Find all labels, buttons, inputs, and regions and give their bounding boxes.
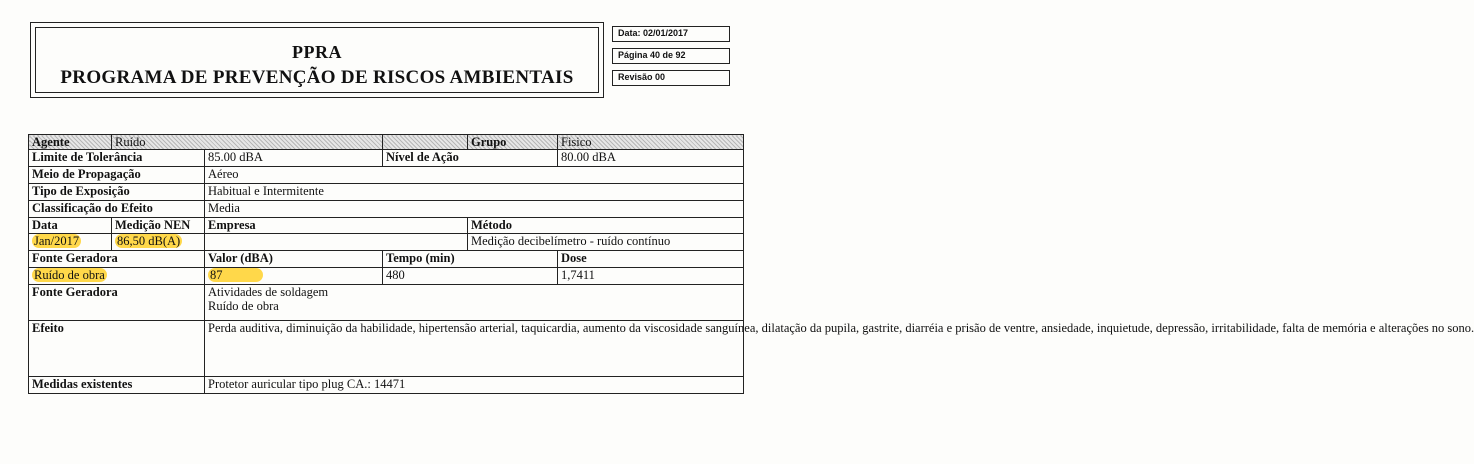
group-label: Grupo: [468, 135, 558, 150]
source2-label: Fonte Geradora: [29, 285, 205, 321]
propagation-value: Aéreo: [205, 167, 744, 184]
header-title-frame: [35, 27, 599, 93]
nen-cell: [112, 234, 205, 251]
source-header-row: [29, 251, 744, 268]
measurement-value-row: [29, 234, 744, 251]
source-label: Fonte Geradora: [29, 251, 205, 268]
propagation-row: [29, 167, 744, 184]
time-label: Tempo (min): [383, 251, 558, 268]
dose-value: 1,7411: [558, 268, 744, 285]
company-value: [205, 234, 468, 251]
exposure-value: Habitual e Intermitente: [205, 184, 744, 201]
source-value: Ruído de obra: [34, 268, 105, 282]
measures-row: [29, 377, 744, 394]
nen-label: Medição NEN: [112, 218, 205, 234]
limit-row: [29, 150, 744, 167]
source-cell: [29, 268, 205, 285]
action-value: 80.00 dBA: [558, 150, 744, 167]
agent-row: [29, 135, 744, 150]
risk-assessment-table: [28, 134, 1474, 394]
effect-label: Efeito: [29, 321, 205, 377]
value-value: 87: [208, 268, 263, 282]
effect-row: [29, 321, 744, 377]
company-label: Empresa: [205, 218, 468, 234]
document-date: Data: 02/01/2017: [612, 26, 730, 42]
source-value-row: [29, 268, 744, 285]
measurement-header-row: [29, 218, 744, 234]
effect-class-value: Media: [205, 201, 744, 218]
source2-line1: Atividades de soldagem: [208, 285, 329, 299]
document-header: [30, 22, 604, 98]
page-number: Página 40 de 92: [612, 48, 730, 64]
exposure-label: Tipo de Exposição: [29, 184, 205, 201]
limit-value: 85.00 dBA: [205, 150, 383, 167]
date-label: Data: [29, 218, 112, 234]
measures-label: Medidas existentes: [29, 377, 205, 394]
value-cell: [205, 268, 383, 285]
exposure-row: [29, 184, 744, 201]
document-code: PPRA: [292, 42, 342, 62]
agent-value: Ruído: [112, 135, 383, 150]
time-value: 480: [383, 268, 558, 285]
source2-row: [29, 285, 744, 321]
limit-label: Limite de Tolerância: [29, 150, 205, 167]
measures-value: Protetor auricular tipo plug CA.: 14471: [205, 377, 744, 394]
revision-number: Revisão 00: [612, 70, 730, 86]
action-label: Nível de Ação: [383, 150, 558, 167]
agent-blank: [383, 135, 468, 150]
propagation-label: Meio de Propagação: [29, 167, 205, 184]
agent-label: Agente: [29, 135, 112, 150]
group-value: Fisico: [558, 135, 744, 150]
value-label: Valor (dBA): [205, 251, 383, 268]
effect-value: Perda auditiva, diminuição da habilidade, hipertensão arterial, taquicardia, aumento da viscosidade sanguínea, dilatação da pupila, gastrite, diarréia e prisão de ventre, ansiedade, inquietude, depressão, irritabilidade, falta de memória e alterações no sono.: [205, 321, 744, 377]
method-label: Método: [468, 218, 744, 234]
source2-line2: Ruído de obra: [208, 299, 279, 313]
nen-value: 86,50 dB(A): [117, 234, 181, 248]
date-value: Jan/2017: [34, 234, 80, 248]
effect-class-row: [29, 201, 744, 218]
effect-class-label: Classificação do Efeito: [29, 201, 205, 218]
source2-value: [205, 285, 744, 321]
date-cell: [29, 234, 112, 251]
method-value: Medição decibelímetro - ruído contínuo: [468, 234, 744, 251]
document-title: PROGRAMA DE PREVENÇÃO DE RISCOS AMBIENTAIS: [60, 67, 574, 88]
dose-label: Dose: [558, 251, 744, 268]
